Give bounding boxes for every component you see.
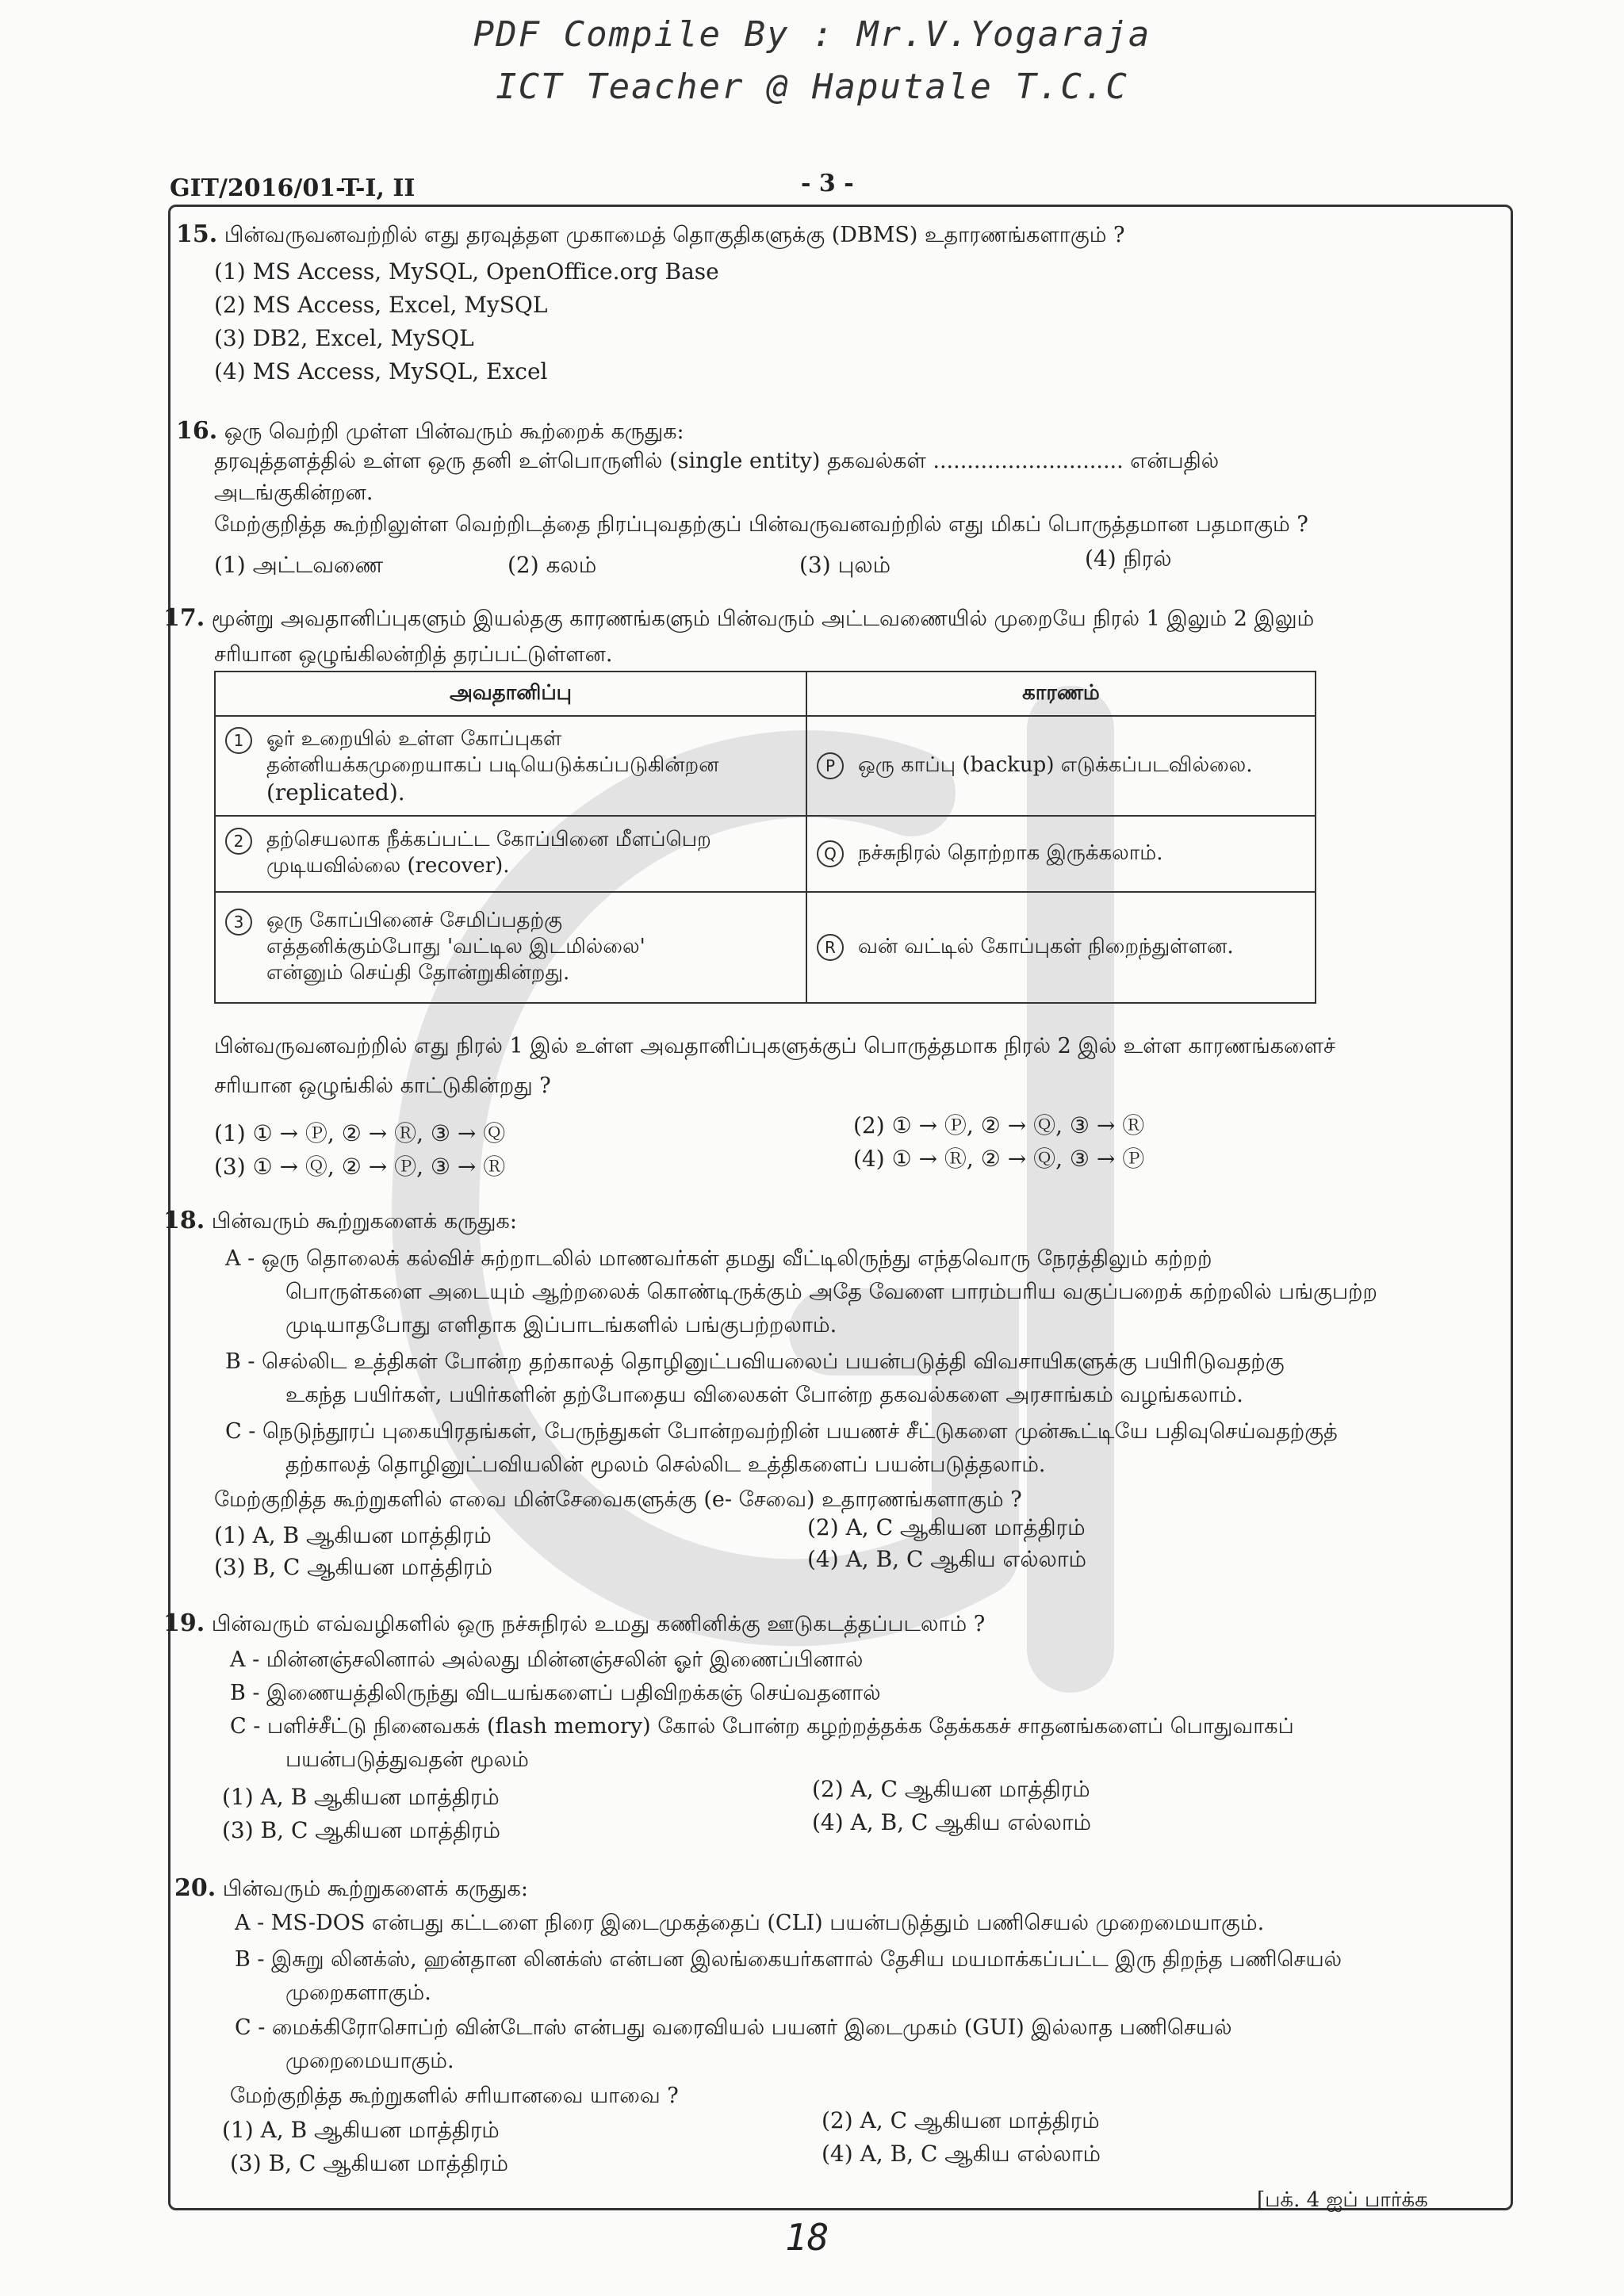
q20-statement-B-cont: முறைகளாகும்.: [285, 1980, 431, 2005]
q17-question: பின்வருவனவற்றில் எது நிரல் 1 இல் உள்ள அவதானிப்புகளுக்குப் பொருத்தமாக நிரல் 2 இல் உள்ள காரணங்களைச்: [214, 1034, 1335, 1058]
q15-stem: 15. பின்வருவனவற்றில் எது தரவுத்தள முகாமைத் தொகுதிகளுக்கு (DBMS) உதாரணங்களாகும் ?: [176, 220, 1125, 248]
table-row-3-reason: R வன் வட்டில் கோப்புகள் நிறைந்துள்ளன.: [806, 892, 1316, 1003]
observation-table: [214, 671, 1316, 1004]
paper-code: GIT/2016/01-T-I, II: [170, 174, 416, 202]
q16-question: மேற்குறித்த கூற்றிலுள்ள வெற்றிடத்தை நிரப்புவதற்குப் பின்வருவனவற்றில் எது மிகப் பொருத்தமான பதமாகும் ?: [214, 512, 1308, 537]
q20-option-1: (1) A, B ஆகியன மாத்திரம்: [222, 2117, 500, 2143]
q17-option-1: (1) ① → Ⓟ, ② → Ⓡ, ③ → Ⓠ: [214, 1120, 506, 1146]
q18-stem: 18. பின்வரும் கூற்றுகளைக் கருதுக:: [163, 1207, 517, 1234]
q18-option-3: (3) B, C ஆகியன மாத்திரம்: [214, 1554, 493, 1580]
q20-question: மேற்குறித்த கூற்றுகளில் சரியானவை யாவை ?: [230, 2084, 679, 2108]
q19-statement-C: C - பளிச்சீட்டு நினைவகக் (flash memory) கோல் போன்ற கழற்றத்தக்க தேக்ககச் சாதனங்களைப் பொதுவாகப்: [230, 1714, 1294, 1739]
q15-option-3: (3) DB2, Excel, MySQL: [214, 325, 474, 351]
circled-1: 1: [225, 727, 252, 754]
q20-option-3: (3) B, C ஆகியன மாத்திரம்: [230, 2150, 509, 2176]
q18-statement-C: C - நெடுந்தூரப் புகையிரதங்கள், பேருந்துகள் போன்றவற்றின் பயணச் சீட்டுகளை முன்கூட்டியே பதிவுசெய்வதற்குத்: [225, 1419, 1338, 1444]
circled-R: R: [817, 934, 844, 961]
q18-statement-B: B - செல்லிட உத்திகள் போன்ற தற்காலத் தொழினுட்பவியலைப் பயன்படுத்தி விவசாயிகளுக்கு பயிரிடுவதற்கு: [225, 1349, 1285, 1374]
q17-question-cont: சரியான ஒழுங்கில் காட்டுகின்றது ?: [214, 1073, 551, 1098]
q20-option-2: (2) A, C ஆகியன மாத்திரம்: [822, 2107, 1100, 2133]
q20-statement-C: C - மைக்கிரோசொப்ற் வின்டோஸ் என்பது வரைவியல் பயனர் இடைமுகம் (GUI) இல்லாத பணிசெயல்: [235, 2015, 1232, 2040]
q19-option-1: (1) A, B ஆகியன மாத்திரம்: [222, 1784, 500, 1810]
compiler-credit: PDF Compile By : Mr.V.Yogaraja: [473, 14, 1151, 55]
page-number: - 3 -: [801, 170, 854, 197]
circled-Q: Q: [817, 840, 844, 867]
q19-option-3: (3) B, C ஆகியன மாத்திரம்: [222, 1817, 501, 1843]
q20-statement-B: B - இசுறு லினக்ஸ், ஹன்தான லினக்ஸ் என்பன இலங்கையர்களால் தேசிய மயமாக்கப்பட்ட இரு திறந்த பணிசெயல்: [235, 1947, 1342, 1972]
q19-statement-C-cont: பயன்படுத்துவதன் மூலம்: [285, 1747, 529, 1772]
footer-page-number: 18: [785, 2216, 829, 2259]
q18-question: மேற்குறித்த கூற்றுகளில் எவை மின்சேவைகளுக்கு (e- சேவை) உதாரணங்களாகும் ?: [214, 1487, 1022, 1512]
table-row-3-observation: 3 ஒரு கோப்பினைச் சேமிப்பதற்கு எத்தனிக்கும்போது 'வட்டில இடமில்லை' என்னும் செய்தி தோன்றுகின்றது.: [215, 892, 806, 1003]
q15-option-4: (4) MS Access, MySQL, Excel: [214, 358, 548, 385]
q18-statement-C-cont: தற்காலத் தொழினுட்பவியலின் மூலம் செல்லிட உத்திகளைப் பயன்படுத்தலாம்.: [285, 1452, 1046, 1477]
circled-2: 2: [225, 828, 252, 855]
q17-stem-cont: சரியான ஒழுங்கிலன்றித் தரப்பட்டுள்ளன.: [214, 642, 613, 667]
circled-3: 3: [225, 909, 252, 936]
q20-statement-A: A - MS-DOS என்பது கட்டளை நிரை இடைமுகத்தைப் (CLI) பயன்படுத்தும் பணிசெயல் முறைமையாகும்.: [235, 1911, 1265, 1935]
q17-option-2: (2) ① → Ⓟ, ② → Ⓠ, ③ → Ⓡ: [853, 1112, 1145, 1138]
q19-statement-B: B - இணையத்திலிருந்து விடயங்களைப் பதிவிறக்கஞ் செய்வதனால்: [230, 1681, 881, 1705]
q16-option-4: (4) நிரல்: [1085, 545, 1172, 572]
q16-option-1: (1) அட்டவணை: [214, 552, 384, 578]
q18-statement-A-cont2: முடியாதபோது எளிதாக இப்பாடங்களில் பங்குபற்றலாம்.: [285, 1313, 837, 1337]
circled-P: P: [817, 752, 844, 779]
q18-option-1: (1) A, B ஆகியன மாத்திரம்: [214, 1522, 492, 1548]
compiler-affiliation: ICT Teacher @ Haputale T.C.C: [496, 67, 1128, 107]
q18-statement-B-cont: உகந்த பயிர்கள், பயிர்களின் தற்போதைய விலைகள் போன்ற தகவல்களை அரசாங்கம் வழங்கலாம்.: [285, 1383, 1243, 1407]
col-observation: அவதானிப்பு: [215, 672, 806, 716]
q16-option-2: (2) கலம்: [508, 552, 597, 578]
q18-statement-A-cont1: பொருள்களை அடையும் ஆற்றலைக் கொண்டிருக்கும் அதே வேளை பாரம்பரிய வகுப்பறைக் கற்றலில் பங்குபற்ற: [285, 1280, 1377, 1304]
q16-option-3: (3) புலம்: [799, 552, 891, 578]
table-row-1-observation: 1 ஓர் உறையில் உள்ள கோப்புகள் தன்னியக்கமுறையாகப் படியெடுக்கப்படுகின்றன (replicated).: [215, 716, 806, 816]
q18-statement-A: A - ஒரு தொலைக் கல்விச் சுற்றாடலில் மாணவர்கள் தமது வீட்டிலிருந்து எந்தவொரு நேரத்திலும் கற்றற்: [225, 1246, 1212, 1271]
footer-turn-page-note: [பக். 4 ஐப் பார்க்க: [1257, 2188, 1428, 2212]
table-row-2-observation: 2 தற்செயலாக நீக்கப்பட்ட கோப்பினை மீளப்பெற முடியவில்லை (recover).: [215, 816, 806, 892]
q20-stem: 20. பின்வரும் கூற்றுகளைக் கருதுக:: [174, 1874, 528, 1902]
table-row-2-reason: Q நச்சுநிரல் தொற்றாக இருக்கலாம்.: [806, 816, 1316, 892]
q18-option-2: (2) A, C ஆகியன மாத்திரம்: [807, 1514, 1086, 1540]
q15-option-1: (1) MS Access, MySQL, OpenOffice.org Base: [214, 258, 719, 285]
q17-option-4: (4) ① → Ⓡ, ② → Ⓠ, ③ → Ⓟ: [853, 1146, 1145, 1172]
table-row-1-reason: P ஒரு காப்பு (backup) எடுக்கப்படவில்லை.: [806, 716, 1316, 816]
q19-option-4: (4) A, B, C ஆகிய எல்லாம்: [812, 1809, 1092, 1835]
q19-option-2: (2) A, C ஆகியன மாத்திரம்: [812, 1776, 1090, 1802]
q20-statement-C-cont: முறைமையாகும்.: [285, 2049, 454, 2073]
q16-sentence: தரவுத்தளத்தில் உள்ள ஒரு தனி உள்பொருளில் (single entity) தகவல்கள் ............................ என்பதில்: [214, 449, 1220, 473]
q19-stem: 19. பின்வரும் எவ்வழிகளில் ஒரு நச்சுநிரல் உமது கணினிக்கு ஊடுகடத்தப்படலாம் ?: [163, 1609, 986, 1637]
q20-option-4: (4) A, B, C ஆகிய எல்லாம்: [822, 2141, 1101, 2167]
q17-option-3: (3) ① → Ⓠ, ② → Ⓟ, ③ → Ⓡ: [214, 1154, 506, 1180]
col-reason: காரணம்: [806, 672, 1316, 716]
q17-stem: 17. மூன்று அவதானிப்புகளும் இயல்தகு காரணங்களும் பின்வரும் அட்டவணையில் முறையே நிரல் 1 இலும் 2 இலும்: [163, 604, 1315, 632]
q19-statement-A: A - மின்னஞ்சலினால் அல்லது மின்னஞ்சலின் ஓர் இணைப்பினால்: [230, 1647, 864, 1672]
q18-option-4: (4) A, B, C ஆகிய எல்லாம்: [807, 1546, 1087, 1572]
q16-stem: 16. ஒரு வெற்றி முள்ள பின்வரும் கூற்றைக் கருதுக:: [176, 417, 684, 445]
q15-option-2: (2) MS Access, Excel, MySQL: [214, 292, 548, 318]
q16-sentence-end: அடங்குகின்றன.: [214, 480, 373, 505]
